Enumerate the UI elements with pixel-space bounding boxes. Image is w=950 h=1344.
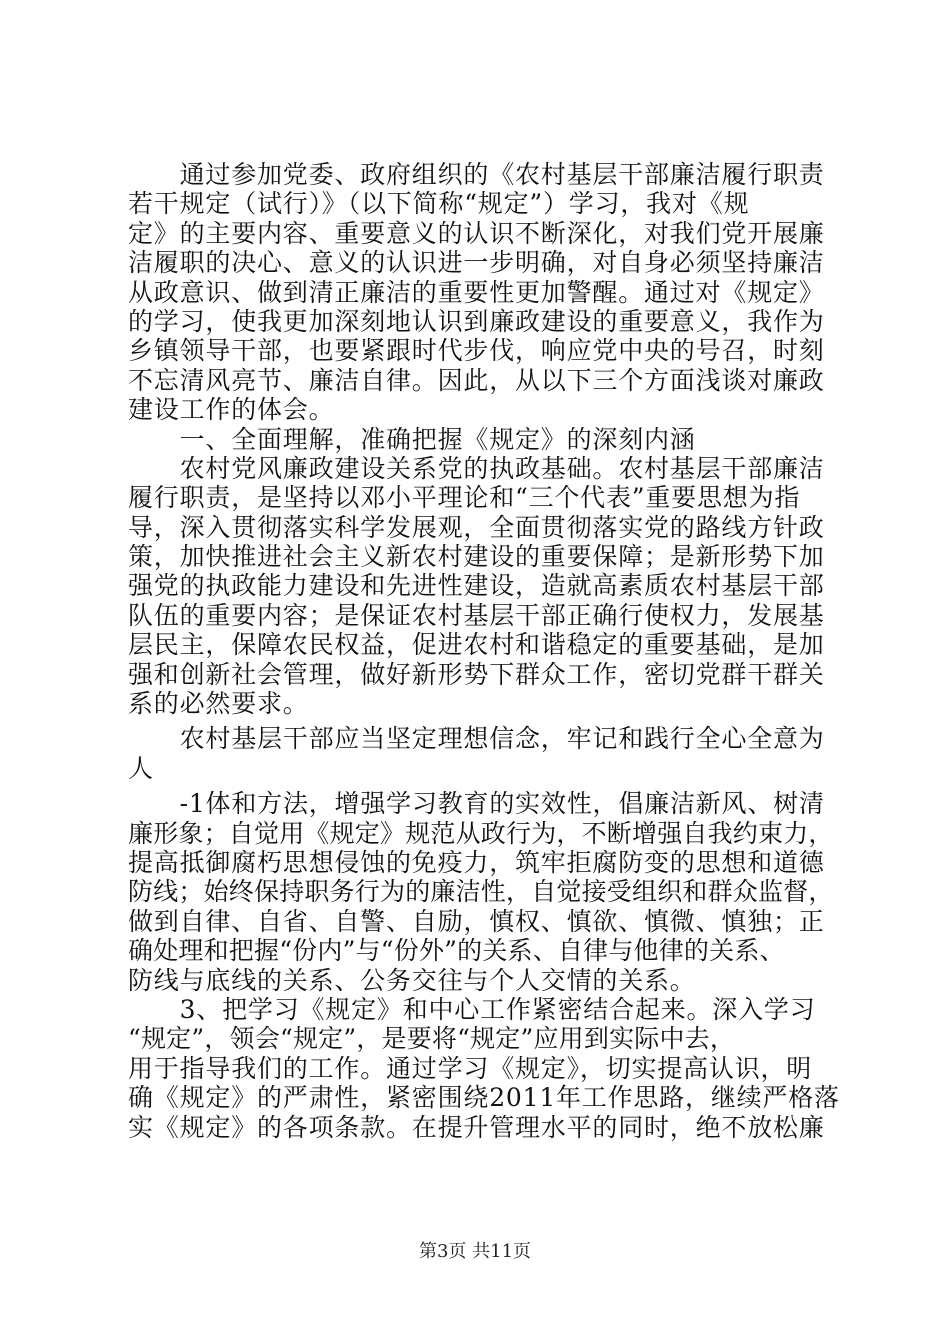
text-line: 确《规定》的严肃性，紧密围绕2011年工作思路，继续严格落 bbox=[128, 1083, 840, 1113]
text-line: 强党的执政能力建设和先进性建设，造就高素质农村基层干部 bbox=[128, 571, 825, 601]
document-body bbox=[128, 160, 848, 1142]
text-line: 定》的主要内容、重要意义的认识不断深化，对我们党开展廉 bbox=[128, 218, 825, 248]
page-number-footer: 第3页 共11页 bbox=[418, 1241, 532, 1262]
text-line: 3、把学习《规定》和中心工作紧密结合起来。深入学习 bbox=[128, 994, 816, 1024]
text-line: 系的必然要求。 bbox=[128, 689, 309, 719]
text-line: 农村基层干部应当坚定理想信念，牢记和践行全心全意为 bbox=[128, 724, 825, 754]
text-line: 层民主，保障农民权益，促进农村和谐稳定的重要基础，是加 bbox=[128, 630, 825, 660]
text-line: 人 bbox=[128, 753, 154, 783]
text-line: 通过参加党委、政府组织的《农村基层干部廉洁履行职责 bbox=[128, 160, 825, 189]
text-line: 乡镇领导干部，也要紧跟时代步伐，响应党中央的号召，时刻 bbox=[128, 336, 825, 366]
text-line: 用于指导我们的工作。通过学习《规定》，切实提高认识，明 bbox=[128, 1053, 813, 1083]
text-line: 强和创新社会管理，做好新形势下群众工作，密切党群干群关 bbox=[128, 659, 825, 689]
text-line: 履行职责，是坚持以邓小平理论和“三个代表”重要思想为指 bbox=[128, 483, 801, 513]
text-line: 实《规定》的各项条款。在提升管理水平的同时，绝不放松廉 bbox=[128, 1112, 825, 1142]
text-line: “规定”，领会“规定”，是要将“规定”应用到实际中去， bbox=[128, 1024, 736, 1054]
text-line: 做到自律、自省、自警、自励，慎权、慎欲、慎微、慎独；正 bbox=[128, 906, 825, 936]
text-line: 若干规定（试行）》（以下简称“规定”）学习，我对《规 bbox=[128, 189, 750, 219]
text-line: 防线；始终保持职务行为的廉洁性，自觉接受组织和群众监督， bbox=[128, 877, 834, 907]
text-line: 洁履职的决心、意义的认识进一步明确，对自身必须坚持廉洁 bbox=[128, 248, 825, 278]
text-line: 廉形象；自觉用《规定》规范从政行为，不断增强自我约束力， bbox=[128, 818, 834, 848]
text-line: 防线与底线的关系、公务交往与个人交情的关系。 bbox=[128, 965, 696, 995]
text-line: 提高抵御腐朽思想侵蚀的免疫力，筑牢拒腐防变的思想和道德 bbox=[128, 847, 825, 877]
text-line: 农村党风廉政建设关系党的执政基础。农村基层干部廉洁 bbox=[128, 453, 825, 483]
section-heading: 一、全面理解，准确把握《规定》的深刻内涵 bbox=[128, 424, 696, 454]
text-line: 导，深入贯彻落实科学发展观，全面贯彻落实党的路线方针政 bbox=[128, 512, 825, 542]
text-line: 的学习，使我更加深刻地认识到廉政建设的重要意义，我作为 bbox=[128, 306, 825, 336]
text-line: 策，加快推进社会主义新农村建设的重要保障；是新形势下加 bbox=[128, 542, 825, 572]
text-line: 从政意识、做到清正廉洁的重要性更加警醒。通过对《规定》 bbox=[128, 277, 825, 307]
text-line: 建设工作的体会。 bbox=[128, 395, 335, 425]
text-line: 确处理和把握“份内”与“份外”的关系、自律与他律的关系、 bbox=[128, 936, 785, 966]
text-line: 不忘清风亮节、廉洁自律。因此，从以下三个方面浅谈对廉政 bbox=[128, 365, 825, 395]
text-line: 队伍的重要内容；是保证农村基层干部正确行使权力，发展基 bbox=[128, 600, 825, 630]
text-line: -1体和方法，增强学习教育的实效性，倡廉洁新风、树清 bbox=[128, 789, 825, 819]
